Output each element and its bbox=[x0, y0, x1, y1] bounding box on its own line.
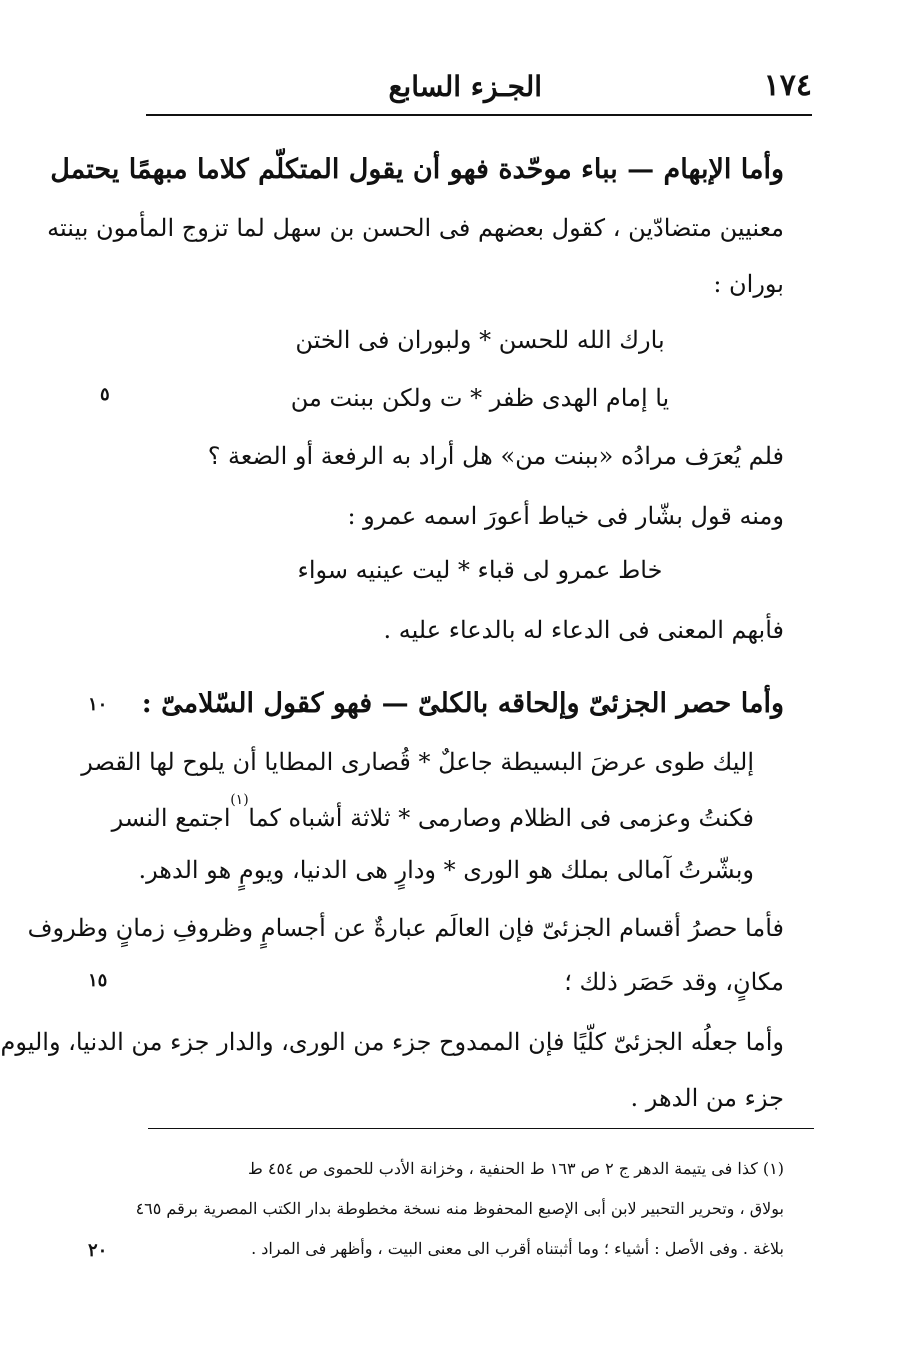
text-line: فأما حصرُ أقسام الجزئىّ فإن العالَم عبارةٌ عن أجسامٍ وظروفِ زمانٍ وظروف bbox=[27, 914, 784, 942]
text-line bbox=[142, 684, 784, 724]
footnote-line: بلاغة . وفى الأصل : أشياء ؛ وما أثبتناه أقرب الى معنى البيت ، وأظهر فى المراد . bbox=[251, 1239, 784, 1258]
verse-line: إليك طوى عرضَ البسيطة جاعلٌ * قُصارى المطايا أن يلوح لها القصر bbox=[81, 748, 754, 776]
verse-text: اجتمع النسر bbox=[111, 804, 231, 832]
header-rule bbox=[146, 114, 812, 116]
page-header bbox=[148, 68, 812, 114]
line-number: ١٠ bbox=[88, 694, 108, 715]
verse-line: يا إمام الهدى ظفر * ت ولكن ببنت من bbox=[290, 384, 670, 412]
text-line: بوران : bbox=[713, 270, 784, 298]
section-heading-hasr: وأما حصر الجزئىّ وإلحاقه بالكلىّ — فهو كقول السّلامىّ : bbox=[141, 688, 784, 719]
page-number: ١٧٤ bbox=[763, 68, 812, 103]
verse-line: وبشّرتُ آمالى بملك هو الورى * ودارٍ هى الدنيا، ويومٍ هو الدهر. bbox=[138, 856, 754, 884]
text-line bbox=[50, 150, 784, 190]
text-line: فلم يُعرَف مرادُه «ببنت من» هل أراد به الرفعة أو الضعة ؟ bbox=[207, 442, 784, 470]
text-line: مكانٍ، وقد حَصَر ذلك ؛ bbox=[564, 968, 784, 996]
footnote-line: بولاق ، وتحرير التحبير لابن أبى الإصبع المحفوظ منه نسخة مخطوطة بدار الكتب المصرية برقم ٤٦٥ bbox=[135, 1199, 784, 1218]
footnote-rule bbox=[148, 1128, 814, 1129]
footnote-reference: (١) bbox=[230, 792, 249, 808]
text-line: فأبهم المعنى فى الدعاء له بالدعاء عليه . bbox=[383, 616, 784, 644]
line-number: ٥ bbox=[100, 384, 110, 405]
footnote-line: (١) كذا فى يتيمة الدهر ج ٢ ص ١٦٣ ط الحنفية ، وخزانة الأدب للحموى ص ٤٥٤ ط bbox=[247, 1159, 784, 1178]
verse-text: فكنتُ وعزمى فى الظلام وصارمى * ثلاثة أشباه كما bbox=[248, 804, 754, 832]
verse-line bbox=[111, 792, 754, 842]
verse-line: خاط عمرو لى قباء * ليت عينيه سواء bbox=[297, 556, 663, 584]
line-number: ٢٠ bbox=[88, 1240, 108, 1261]
text-line: معنيين متضادّين ، كقول بعضهم فى الحسن بن سهل لما تزوج المأمون بينته bbox=[47, 214, 784, 242]
running-title: الجـزء السابع bbox=[388, 70, 542, 103]
line-number: ١٥ bbox=[88, 970, 108, 991]
verse-line: بارك الله للحسن * ولبوران فى الختن bbox=[295, 326, 665, 354]
text-line: وأما جعلُه الجزئىّ كلّيًا فإن الممدوح جزء من الورى، والدار جزء من الدنيا، واليوم bbox=[0, 1028, 784, 1056]
text-line: ومنه قول بشّار فى خياط أعورَ اسمه عمرو : bbox=[347, 502, 784, 530]
section-heading-ibham: وأما الإبهام — بباء موحّدة فهو أن يقول المتكلّم كلاما مبهمًا يحتمل bbox=[50, 154, 784, 185]
text-line: جزء من الدهر . bbox=[630, 1084, 784, 1112]
